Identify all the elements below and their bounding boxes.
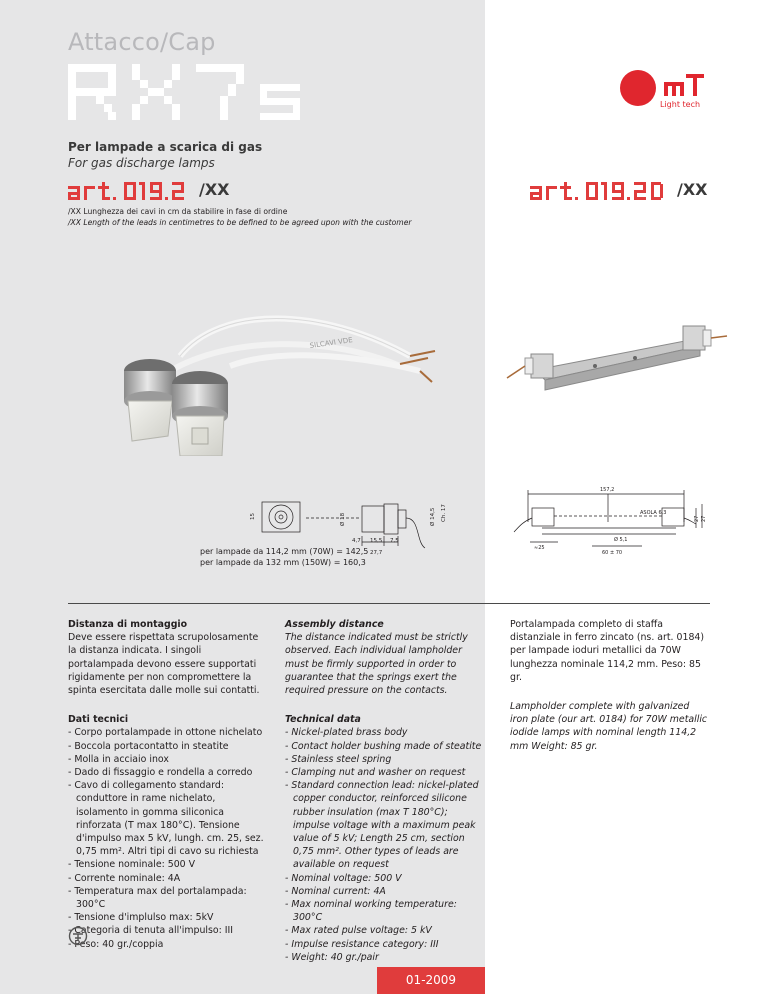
dim-157-2: 157,2	[600, 487, 615, 493]
lamp-length-70w: per lampade da 114,2 mm (70W) = 142,5	[200, 547, 369, 556]
dim-diameter-18: Ø 18	[340, 512, 346, 526]
section-divider	[68, 603, 710, 604]
list-item: - Nominal current: 4A	[285, 885, 386, 897]
lampholder-pair-photo	[110, 296, 440, 456]
list-item: - Temperatura max del portalampada: 300°C	[68, 885, 247, 911]
list-item: - Stainless steel spring	[285, 753, 392, 765]
list-item: - Nickel-plated brass body	[285, 727, 408, 739]
article-code-left-logotype	[68, 182, 198, 200]
overline-title: Attacco/Cap	[68, 28, 216, 56]
list-item: - Weight: 40 gr./pair	[285, 951, 379, 963]
list-item: - Dado di fissaggio e rondella a corredo	[68, 767, 253, 779]
dim-27-7: 27,7	[370, 550, 383, 556]
dim-15-5: 15,5	[370, 538, 383, 544]
list-item: - Peso: 40 gr./coppia	[68, 938, 164, 950]
dim-60-70: 60 ± 70	[602, 550, 623, 556]
footer-edition-code: 01-2009	[405, 973, 457, 987]
paragraph-assembly-en: The distance indicated must be strictly observed. Each individual lampholder must be firmly supported in order to guarantee that the springs exert the required pressure on the contacts.	[285, 632, 468, 697]
column-english	[285, 618, 485, 964]
tech-list-it	[68, 726, 268, 950]
article-code-right	[530, 180, 708, 200]
list-item: - Standard connection lead: nickel-plated copper conductor, reinforced silicone rubber insulation (max T 180°C); impulse voltage with a maximum peak value of 5 kV; Length 25 cm, section 0,75 mm². Other types of leads are available on request	[285, 780, 479, 871]
dim-7-5: 7,5	[390, 538, 399, 544]
column-italian	[68, 618, 268, 951]
list-item: - Corrente nominale: 4A	[68, 872, 181, 884]
paragraph-assembly-it: Deve essere rispettata scrupolosamente la distanza indicata. I singoli portalampada devono essere supportati rigidamente per non compromettere la spinta esercitata dalle molle sui contatti.	[68, 632, 260, 697]
list-item: - Nominal voltage: 500 V	[285, 872, 402, 884]
list-item: - Molla in acciaio inox	[68, 753, 169, 765]
subtitle-english: For gas discharge lamps	[68, 156, 215, 170]
list-item: - Max rated pulse voltage: 5 kV	[285, 925, 432, 937]
dim-approx-25: ≈25	[534, 545, 545, 551]
article-suffix-left: /XX	[199, 180, 230, 199]
paragraph-bracket-it: Portalampada completo di staffa distanziale in ferro zincato (ns. art. 0184) per lampade ioduri metallici da 70W lunghezza nominale 114,2 mm. Peso: 85 gr.	[510, 619, 705, 683]
note-english: /XX Length of the leads in centimetres to be defined to be agreed upon with the customer	[68, 218, 412, 227]
dim-4-7: 4,7	[352, 538, 361, 544]
list-item: - Categoria di tenuta all'impulso: III	[68, 925, 234, 937]
heading-assembly-it: Distanza di montaggio	[68, 619, 188, 630]
list-item: - Clamping nut and washer on request	[285, 767, 466, 779]
article-code-right-logotype	[530, 182, 676, 200]
list-item: - Tensione nominale: 500 V	[68, 859, 196, 871]
tech-list-en	[285, 726, 485, 964]
dim-27-b: 27	[701, 515, 707, 522]
paragraph-bracket-en: Lampholder complete with galvanized iron plate (our art. 0184) for 70W metallic iodide lamps with nominal length 114,2 mm Weight: 85 gr.	[510, 701, 708, 752]
brand-logo	[620, 70, 710, 120]
brand-mark-icon	[620, 70, 710, 116]
dim-diameter-5-1: Ø 5,1	[614, 537, 628, 543]
list-item: - Corpo portalampade in ottone nichelato	[68, 727, 263, 739]
product-code-logotype	[68, 64, 368, 128]
list-item: - Impulse resistance category: III	[285, 938, 439, 950]
list-item: - Boccola portacontatto in steatite	[68, 740, 229, 752]
note-italian: /XX Lunghezza dei cavi in cm da stabilire in fase di ordine	[68, 207, 288, 216]
article-code-left	[68, 180, 230, 200]
heading-tech-it: Dati tecnici	[68, 714, 129, 726]
list-item: - Contact holder bushing made of steatite	[285, 740, 482, 752]
technical-drawing-right	[512, 482, 708, 562]
dim-diameter-14-5: Ø 14,5	[430, 507, 436, 526]
list-item: - Max nominal working temperature: 300°C	[285, 899, 457, 924]
lamp-length-150w: per lampade da 132 mm (150W) = 160,3	[200, 558, 366, 567]
list-item: - Tensione d'implulso max: 5kV	[68, 912, 214, 924]
dim-asola: ASOLA 6,3	[640, 510, 667, 516]
dim-27-a: 27	[694, 515, 700, 522]
list-item: - Cavo di collegamento standard: conduttore in rame nichelato, isolamento in gomma siliconica rinforzata (T max 180°C). Tensione d'impulso max 5 kV, lungh. cm. 25, sez. 0,75 mm². Altri tipi di cavo su richiesta	[68, 780, 264, 858]
brand-name: Light tech	[660, 100, 701, 109]
subtitle-italian: Per lampade a scarica di gas	[68, 140, 263, 154]
heading-assembly-en: Assembly distance	[285, 619, 384, 630]
dim-15: 15	[250, 513, 256, 520]
cable-print-label: SILCAVI VDE	[309, 336, 354, 350]
bracket-assembly-photo	[505, 318, 730, 403]
column-bracket-info	[510, 618, 710, 753]
dim-ch-17: Ch. 17	[441, 504, 447, 522]
heading-tech-en: Technical data	[285, 714, 361, 726]
certification-mark-icon	[68, 926, 88, 946]
article-suffix-right: /XX	[677, 180, 708, 199]
